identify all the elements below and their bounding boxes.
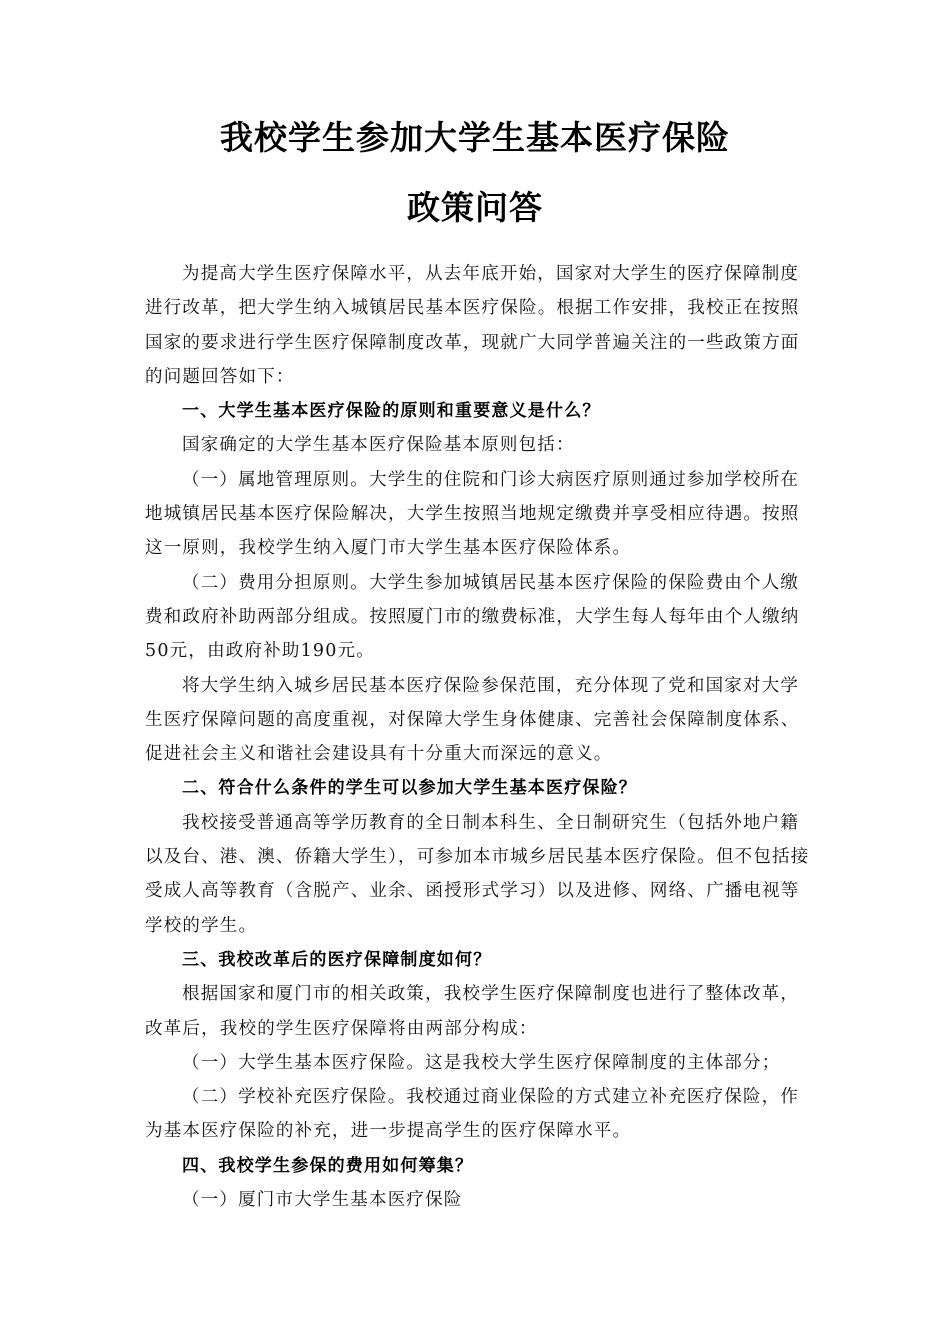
body-paragraph: 我校接受普通高等学历教育的全日制本科生、全日制研究生（包括外地户籍以及台、港、澳、侨籍大学生），可参加本市城乡居民基本医疗保险。但不包括接受成人高等教育（含脱产、业余、函授形式学习）以及进修、网络、广播电视等学校的学生。 — [145, 812, 810, 936]
body-paragraph: （一）厦门市大学生基本医疗保险 — [182, 1190, 463, 1211]
body-paragraph: 将大学生纳入城乡居民基本医疗保险参保范围，充分体现了党和国家对大学生医疗保障问题的高度重视，对保障大学生身体健康、完善社会保障制度体系、促进社会主义和谐社会建设具有十分重大而深远的意义。 — [145, 675, 800, 765]
document-subtitle: 政策问答 — [407, 188, 543, 227]
body-paragraph: （二）学校补充医疗保险。我校通过商业保险的方式建立补充医疗保险，作为基本医疗保险的补充，进一步提高学生的医疗保障水平。 — [145, 1087, 800, 1142]
body-paragraph: （一）属地管理原则。大学生的住院和门诊大病医疗原则通过参加学校所在地城镇居民基本医疗保险解决，大学生按照当地规定缴费并享受相应待遇。按照这一原则，我校学生纳入厦门市大学生基本医疗保险体系。 — [145, 469, 800, 559]
document-title: 我校学生参加大学生基本医疗保险 — [220, 118, 730, 157]
section-heading-1: 一、大学生基本医疗保险的原则和重要意义是什么？ — [182, 401, 601, 422]
body-paragraph: 根据国家和厦门市的相关政策，我校学生医疗保障制度也进行了整体改革，改革后，我校的学生医疗保障将由两部分构成： — [145, 984, 800, 1039]
intro-paragraph: 为提高大学生医疗保障水平，从去年底开始，国家对大学生的医疗保障制度进行改革，把大学生纳入城镇居民基本医疗保险。根据工作安排，我校正在按照国家的要求进行学生医疗保障制度改革，现就广大同学普遍关注的一些政策方面的问题回答如下： — [145, 264, 800, 387]
body-paragraph: （二）费用分担原则。大学生参加城镇居民基本医疗保险的保险费由个人缴费和政府补助两部分组成。按照厦门市的缴费标准，大学生每人每年由个人缴纳50元，由政府补助190元。 — [145, 572, 800, 662]
section-heading-4: 四、我校学生参保的费用如何筹集？ — [182, 1155, 474, 1176]
section-heading-3: 三、我校改革后的医疗保障制度如何？ — [182, 949, 492, 970]
body-paragraph: 国家确定的大学生基本医疗保险基本原则包括： — [182, 435, 575, 456]
document-body — [145, 257, 815, 1217]
body-paragraph: （一）大学生基本医疗保险。这是我校大学生医疗保障制度的主体部分； — [182, 1052, 781, 1073]
section-heading-2: 二、符合什么条件的学生可以参加大学生基本医疗保险？ — [182, 778, 637, 799]
